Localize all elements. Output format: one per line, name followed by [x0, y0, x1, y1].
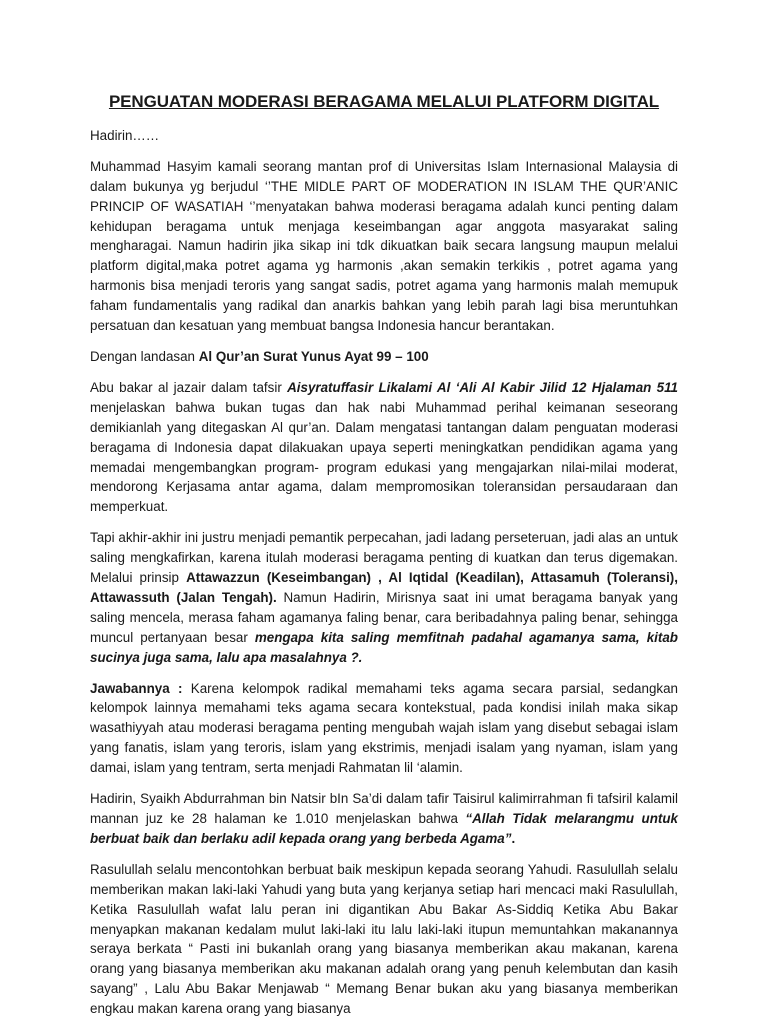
paragraph-1: Muhammad Hasyim kamali seorang mantan prof di Universitas Islam Internasional Malaysia di dalam bukunya yg berjudul ‘’THE MIDLE PART OF MODERATION IN ISLAM THE QUR’ANIC PRINCIP OF WASATIAH ‘’menyatakan bahwa moderasi beragama adalah kunci penting dalam kehidupan beragama untuk menjaga keseimbangan agar anggota masyarakat saling mengharagai. Namun hadirin jika sikap ini tdk dikuatkan baik secara langsung maupun melalui platform digital,maka potret agama yg harmonis ,akan semakin terkikis , potret agama yang harmonis bisa menjadi teroris yang sangat sadis, potret agama yang harmonis malah memupuk faham fundamentalis yang radikal dan anarkis bahkan yang lebih parah lagi bisa meruntuhkan persatuan dan kesatuan yang membuat bangsa Indonesia hancur berantakan.	[90, 158, 678, 334]
p3-lead: Abu bakar al jazair dalam tafsir	[90, 379, 288, 395]
answer-label: Jawabannya :	[90, 680, 183, 696]
principles: Attawazzun (Keseimbangan) , Al Iqtidal (Keadilan), Attasamuh (Toleransi), Attawassuth (Jalan Tengah).	[90, 570, 678, 605]
paragraph-6	[90, 789, 678, 849]
p4-lead: Tapi akhir-akhir ini justru menjadi pemantik perpecahan, jadi ladang perseteruan, jadi alas an untuk saling mengkafirkan, karena itulah moderasi beragama penting di kuatkan dan terus digemakan. Melalui prinsip	[90, 530, 678, 586]
p2-lead: Dengan landasan	[90, 348, 199, 364]
p3-rest: menjelaskan bahwa bukan tugas dan hak nabi Muhammad perihal keimanan seseorang demikianlah yang ditegaskan Al qur’an. Dalam mengatasi tantangan dalam penguatan moderasi beragama di Indonesia dapat dilakuakan upaya seperti meningkatkan pendidikan agama yang memadai mengembangkan program- program edukasi yang mengajarkan nilai-milai moderat, mendorong Kerjasama antar agama, dalam mempromosikan toleransidan persaudaraan dan memperkuat.	[90, 399, 678, 515]
quran-reference: Al Qur’an Surat Yunus Ayat 99 – 100	[198, 348, 429, 364]
p4-middle: Namun Hadirin, Mirisnya saat ini umat beragama banyak yang saling mencela, merasa faham agamanya faling benar, cara beribadahnya paling benar, sehingga muncul pertanyaan besar	[90, 589, 678, 645]
paragraph-5	[90, 679, 678, 779]
tafsir-title: Aisyratuffasir Likalami Al ‘Ali Al Kabir Jilid 12 Hjalaman 511	[287, 379, 678, 395]
paragraph-7: Rasulullah selalu mencontohkan berbuat baik meskipun kepada seorang Yahudi. Rasulullah selalu memberikan makan laki-laki Yahudi yang buta yang kerjanya setiap hari mencaci maki Rasulullah, Ketika Rasulullah wafat lalu peran ini digantikan Abu Bakar As-Siddiq Ketika Abu Bakar menyapkan makanan kedalam mulut laki-laki itu lalu laki-laki itupun memuntahkan makanannya seraya berkata “ Pasti ini bukanlah orang yang biasanya memberikan akau makanan, karena orang yang biasanya memberikan aku makanan adalah orang yang penuh kelembutan dan kasih sayang” , Lalu Abu Bakar Menjawab “ Memang Benar bukan aku yang biasanya memberikan engkau makan karena orang yang biasanya	[90, 861, 678, 1017]
p6-end: .	[511, 830, 516, 846]
document-title: PENGUATAN MODERASI BERAGAMA MELALUI PLATFORM DIGITAL	[108, 92, 660, 111]
paragraph-3	[90, 378, 678, 517]
p6-lead: Hadirin, Syaikh Abdurrahman bin Natsir bIn Sa’di dalam tafir Taisirul kalimirrahman fi tafsiril kalamil mannan juz ke 28 halaman ke 1.010 menjelaskan bahwa	[90, 791, 678, 826]
paragraph-2	[90, 347, 678, 367]
allah-quote: “Allah Tidak melarangmu untuk berbuat baik dan berlaku adil kepada orang yang berbeda Agama”	[90, 811, 678, 846]
big-question: mengapa kita saling memfitnah padahal agamanya sama, kitab sucinya juga sama, lalu apa masalahnya ?.	[90, 629, 678, 665]
paragraph-4	[90, 528, 678, 667]
greeting: Hadirin……	[90, 127, 160, 143]
document-page	[90, 92, 678, 1030]
p5-rest: Karena kelompok radikal memahami teks agama secara parsial, sedangkan kelompok lainnya memahami teks agama secara kontekstual, pada kondisi inilah maka sikap wasathiyyah atau moderasi beragama penting mengubah wajah islam yang disebut sebagai islam yang fanatis, islam yang teroris, islam yang ekstrimis, menjadi isalam yang nyaman, islam yang damai, islam yang tentram, serta menjadi Rahmatan lil ‘alamin.	[90, 680, 678, 776]
